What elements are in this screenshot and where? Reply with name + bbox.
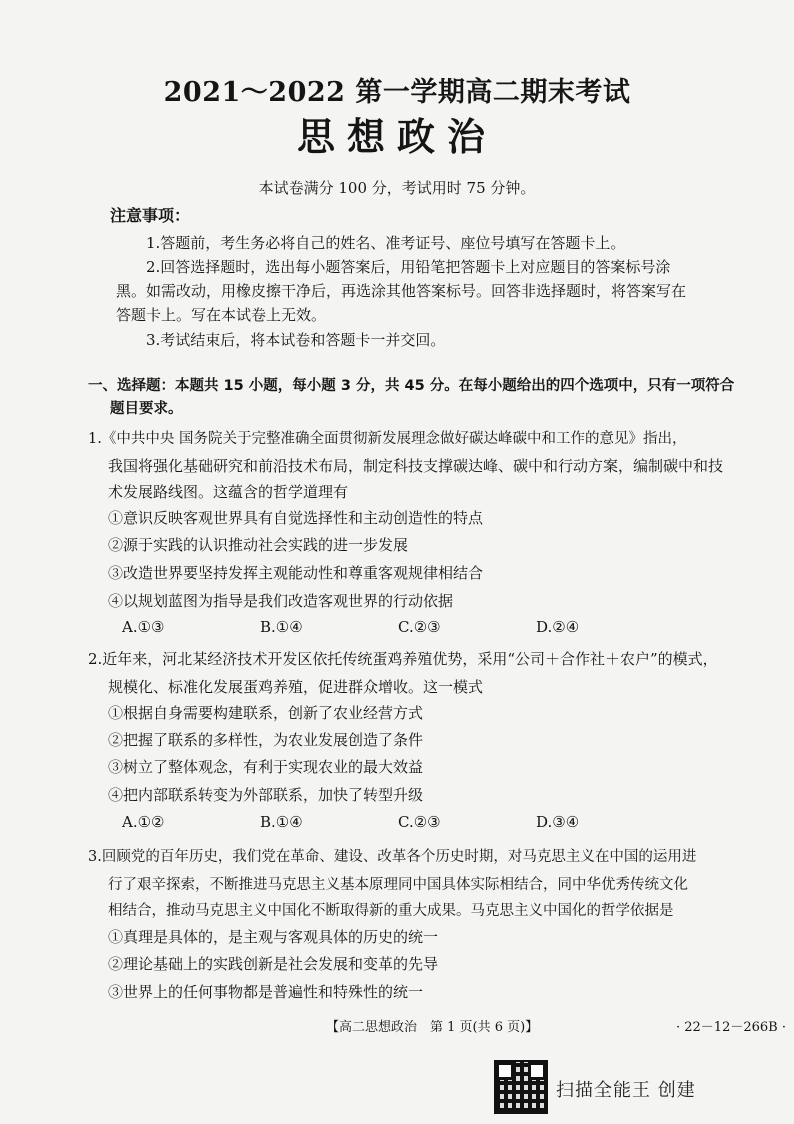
notice-line: 1.答题前，考生务必将自己的姓名、准考证号、座位号填写在答题卡上。 — [146, 234, 626, 252]
exam-info: 本试卷满分 100 分，考试用时 75 分钟。 — [258, 179, 536, 197]
question-2-choice-d[interactable]: D.③④ — [536, 813, 580, 831]
question-1-choice-c[interactable]: C.②③ — [398, 618, 441, 636]
question-1-stem: 我国将强化基础研究和前沿技术布局，制定科技支撑碳达峰、碳中和行动方案，编制碳中和技 — [108, 457, 724, 475]
question-2-statement: ④把内部联系转变为外部联系，加快了转型升级 — [108, 786, 424, 804]
notice-line: 2.回答选择题时，选出每小题答案后，用铅笔把答题卡上对应题目的答案标号涂 — [146, 258, 671, 276]
question-1-choice-d[interactable]: D.②④ — [536, 618, 580, 636]
subject-title: 思想政治 — [296, 115, 497, 159]
question-3-stem: 3.回顾党的百年历史，我们党在革命、建设、改革各个历史时期，对马克思主义在中国的运用进 — [88, 849, 697, 865]
paper-code: · 22－12－266B · — [676, 1020, 786, 1035]
question-3-statement: ③世界上的任何事物都是普遍性和特殊性的统一 — [108, 983, 424, 1001]
notice-heading: 注意事项： — [110, 206, 191, 225]
question-2-stem: 规模化、标准化发展蛋鸡养殖，促进群众增收。这一模式 — [108, 678, 484, 696]
question-2-choice-a[interactable]: A.①② — [122, 813, 165, 831]
notice-line: 答题卡上。写在本试卷上无效。 — [116, 306, 327, 324]
question-3-statement: ②理论基础上的实践创新是社会发展和变革的先导 — [108, 955, 439, 973]
question-2-choice-b[interactable]: B.①④ — [260, 813, 303, 831]
page-info: 【高二思想政治 第 1 页(共 6 页)】 — [326, 1020, 539, 1035]
question-1-statement: ③改造世界要坚持发挥主观能动性和尊重客观规律相结合 — [108, 564, 484, 582]
question-1-statement: ②源于实践的认识推动社会实践的进一步发展 — [108, 536, 409, 554]
question-1-statement: ④以规划蓝图为指导是我们改造客观世界的行动依据 — [108, 592, 454, 610]
question-2-statement: ①根据自身需要构建联系，创新了农业经营方式 — [108, 704, 424, 722]
section-heading-cont: 题目要求。 — [110, 401, 183, 417]
question-3-stem: 相结合，推动马克思主义中国化不断取得新的重大成果。马克思主义中国化的哲学依据是 — [108, 903, 674, 919]
question-1-statement: ①意识反映客观世界具有自觉选择性和主动创造性的特点 — [108, 509, 484, 527]
question-3-stem: 行了艰辛探索，不断推进马克思主义基本原理同中国具体实际相结合，同中华优秀传统文化 — [108, 877, 688, 893]
question-2-stem: 2.近年来，河北某经济技术开发区依托传统蛋鸡养殖优势，采用“公司＋合作社＋农户”的模式， — [88, 650, 718, 668]
question-2-statement: ③树立了整体观念，有利于实现农业的最大效益 — [108, 758, 424, 776]
question-2-choice-c[interactable]: C.②③ — [398, 813, 441, 831]
question-1-stem: 1.《中共中央 国务院关于完整准确全面贯彻新发展理念做好碳达峰碳中和工作的意见》指出， — [88, 431, 687, 447]
question-1-choice-a[interactable]: A.①③ — [122, 618, 165, 636]
scanner-watermark: 扫描全能王 创建 — [556, 1080, 696, 1101]
question-2-statement: ②把握了联系的多样性，为农业发展创造了条件 — [108, 731, 424, 749]
qr-code-icon — [496, 1062, 546, 1112]
question-1-choice-b[interactable]: B.①④ — [260, 618, 303, 636]
question-1-stem: 术发展路线图。这蕴含的哲学道理有 — [108, 483, 349, 501]
notice-line: 黑。如需改动，用橡皮擦干净后，再选涂其他答案标号。回答非选择题时，将答案写在 — [116, 282, 687, 300]
section-heading: 一、选择题：本题共 15 小题，每小题 3 分，共 45 分。在每小题给出的四个选项中，只有一项符合 — [88, 378, 735, 394]
exam-title: 2021～2022 第一学期高二期末考试 — [163, 77, 631, 108]
notice-line: 3.考试结束后，将本试卷和答题卡一并交回。 — [146, 331, 446, 349]
question-3-statement: ①真理是具体的，是主观与客观具体的历史的统一 — [108, 928, 439, 946]
